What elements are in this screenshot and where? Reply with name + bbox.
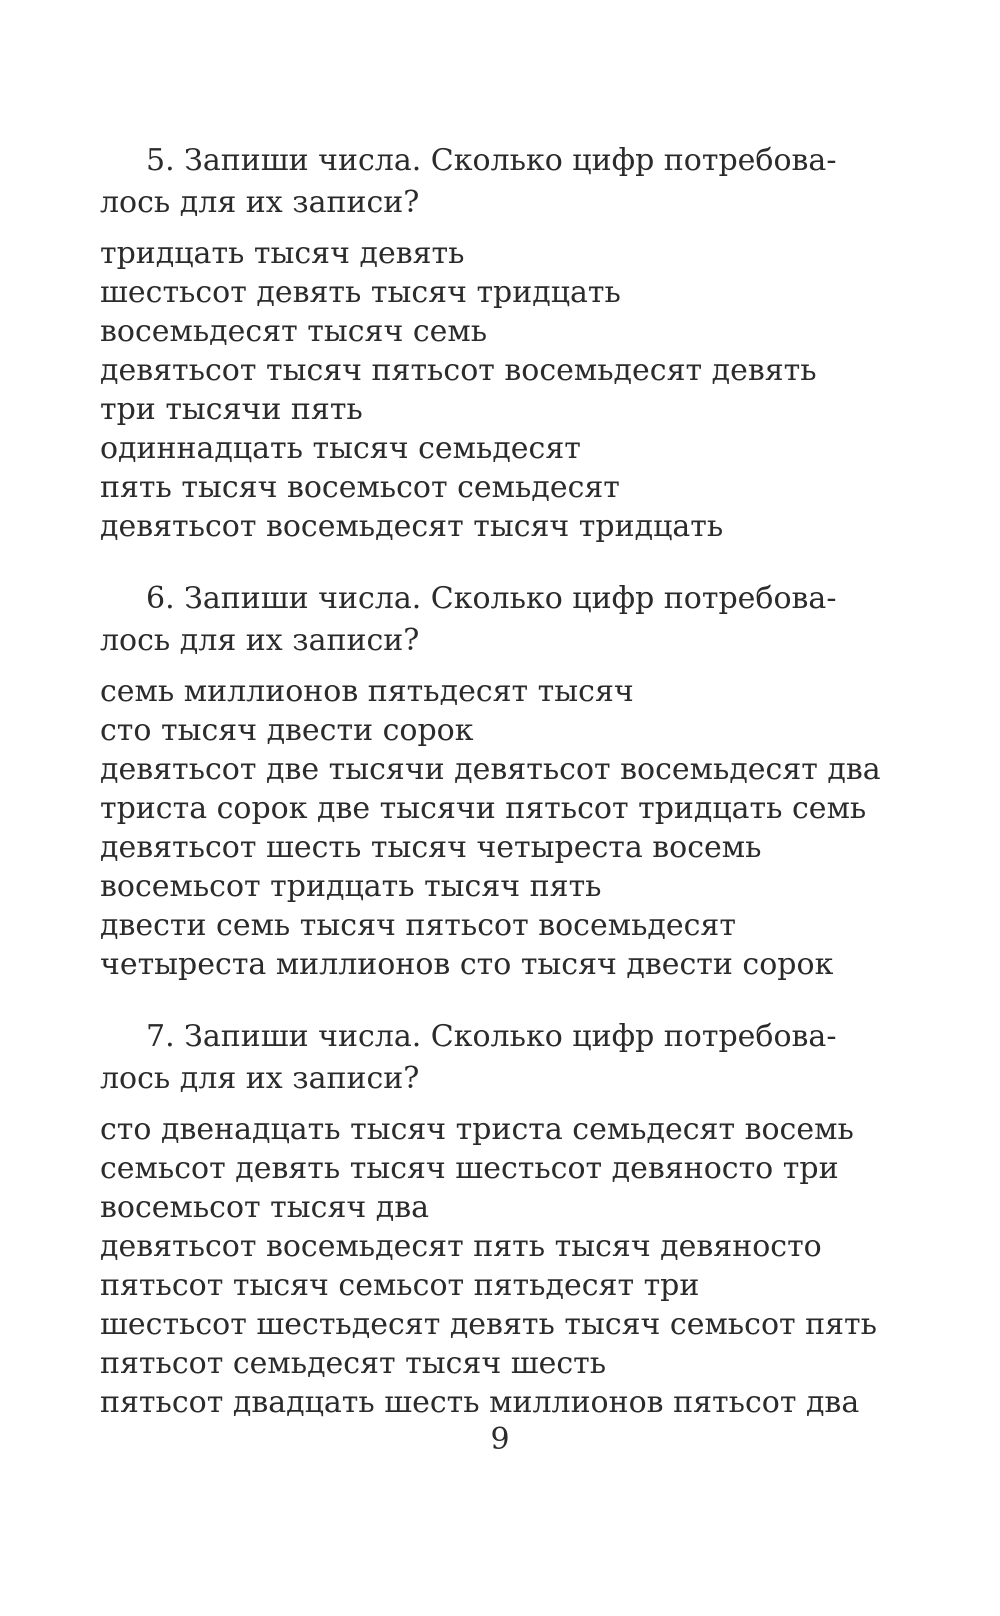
list-item: четыреста миллионов сто тысяч двести сорок [100, 947, 834, 982]
exercise-7 [100, 1016, 877, 1422]
list-item: три тысячи пять [100, 392, 363, 427]
list-item: сто двенадцать тысяч триста семьдесят восемь [100, 1112, 854, 1147]
exercise-title [100, 140, 860, 224]
number-word-list [100, 234, 860, 546]
list-item: пятьсот семьдесят тысяч шесть [100, 1346, 607, 1381]
list-item: восемьсот тысяч два [100, 1190, 429, 1225]
list-item: триста сорок две тысячи пятьсот тридцать семь [100, 791, 867, 826]
list-item: семь миллионов пятьдесят тысяч [100, 674, 634, 709]
section-spacer [100, 984, 860, 1016]
page-body [100, 140, 881, 1422]
list-item: девятьсот восемьдесят тысяч тридцать [100, 509, 724, 544]
list-item: девятьсот две тысячи девятьсот восемьдесят два [100, 752, 881, 787]
exercise-5 [100, 140, 860, 546]
list-item: восемьдесят тысяч семь [100, 314, 488, 349]
list-item: восемьсот тридцать тысяч пять [100, 869, 602, 904]
list-item: девятьсот тысяч пятьсот восемьдесят девять [100, 353, 817, 388]
exercise-title-line1: 7. Запиши числа. Сколько цифр потребова- [146, 1019, 837, 1054]
exercise-6 [100, 578, 881, 984]
list-item: пятьсот двадцать шесть миллионов пятьсот два [100, 1385, 860, 1420]
list-item: одиннадцать тысяч семьдесят [100, 431, 581, 466]
list-item: семьсот девять тысяч шестьсот девяносто три [100, 1151, 839, 1186]
number-word-list [100, 672, 881, 984]
exercise-title-line2: лось для их записи? [100, 185, 420, 220]
exercise-title [100, 578, 860, 662]
number-word-list [100, 1110, 877, 1422]
exercise-title-line2: лось для их записи? [100, 623, 420, 658]
list-item: девятьсот шесть тысяч четыреста восемь [100, 830, 762, 865]
page-number: 9 [490, 1422, 510, 1457]
list-item: девятьсот восемьдесят пять тысяч девяносто [100, 1229, 822, 1264]
list-item: шестьсот шестьдесят девять тысяч семьсот пять [100, 1307, 877, 1342]
exercise-title [100, 1016, 860, 1100]
list-item: пять тысяч восемьсот семьдесят [100, 470, 620, 505]
list-item: двести семь тысяч пятьсот восемьдесят [100, 908, 736, 943]
section-spacer [100, 546, 860, 578]
list-item: шестьсот девять тысяч тридцать [100, 275, 621, 310]
exercise-title-line2: лось для их записи? [100, 1061, 420, 1096]
list-item: пятьсот тысяч семьсот пятьдесят три [100, 1268, 700, 1303]
exercise-title-line1: 5. Запиши числа. Сколько цифр потребова- [146, 143, 837, 178]
list-item: тридцать тысяч девять [100, 236, 465, 271]
exercise-title-line1: 6. Запиши числа. Сколько цифр потребова- [146, 581, 837, 616]
list-item: сто тысяч двести сорок [100, 713, 474, 748]
